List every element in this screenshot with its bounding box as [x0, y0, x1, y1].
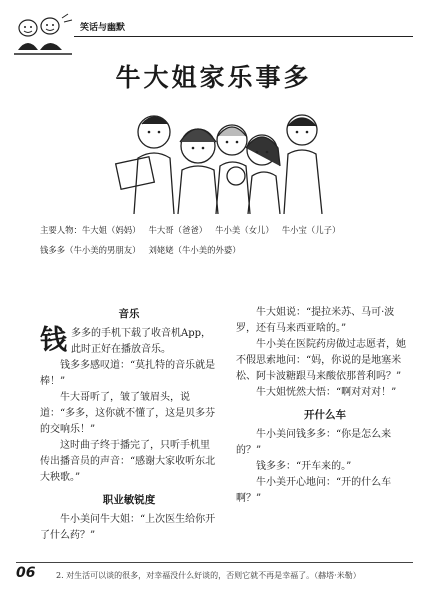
- character-item: 钱多多（牛小美的男朋友）: [40, 245, 141, 255]
- family-cartoon-illustration: [112, 96, 330, 214]
- paragraph: 牛小美问钱多多：“你是怎么来的？”: [236, 429, 392, 456]
- character-item: 牛大哥（爸爸）: [148, 225, 208, 235]
- section-heading-music: 音乐: [118, 308, 140, 320]
- paragraph: 这时曲子终于播完了，只听手机里传出播音员的声音：“感谢大家收听东北大秧歌。”: [40, 440, 216, 483]
- paragraph: 牛大姐恍然大悟：“啊对对对！”: [256, 387, 397, 398]
- footer-quote: 2. 对生活可以谈的很多，对幸福没什么好谈的，否则它就不再是幸福了。（赫塔·米勒）: [56, 571, 361, 580]
- column-tag: 笑话与幽默: [80, 23, 126, 33]
- left-column: [40, 305, 218, 544]
- character-item: 牛小宝（儿子）: [281, 225, 341, 235]
- paragraph: 牛小美在医院药房做过志愿者，她不假思索地问：“妈，你说的是地塞米松、阿卡波糖跟马来酸依那普利吗？”: [236, 339, 406, 382]
- paragraph: 钱多多感叹道：“莫扎特的音乐就是棒！”: [40, 360, 216, 387]
- footer-divider: [16, 562, 413, 563]
- right-column: [236, 305, 414, 507]
- character-item: 牛小美（女儿）: [215, 225, 274, 235]
- article-title: 牛大姐家乐事多: [115, 63, 312, 92]
- section-heading-job: 职业敏锐度: [102, 494, 156, 506]
- paragraph-text: 多多的手机下载了收音机App，此时正好在播放音乐。: [71, 328, 212, 355]
- paragraph: 牛小美问牛大姐：“上次医生给你开了什么药？”: [40, 514, 216, 541]
- paragraph: [40, 326, 218, 358]
- drop-cap: 钱: [40, 325, 67, 356]
- paragraph: 牛小美开心地问：“开的什么车啊？”: [236, 477, 392, 504]
- section-heading-car: 开什么车: [304, 409, 346, 421]
- character-list: [40, 220, 412, 260]
- character-item: 主要人物：牛大姐（妈妈）: [40, 225, 141, 235]
- page-number: 06: [16, 565, 36, 581]
- paragraph: 钱多多：“开车来的。”: [256, 461, 352, 472]
- paragraph: 牛大哥听了，皱了皱眉头，说道：“多多，这你就不懂了，这是贝多芬的交响乐！”: [40, 392, 216, 435]
- header-cartoon-icon: [12, 10, 74, 60]
- character-item: 刘姥姥（牛小美的外婆）: [148, 245, 241, 255]
- header-divider: [74, 36, 413, 37]
- paragraph: 牛大姐说：“提拉米苏、马可·波罗，还有马来西亚啥的。”: [236, 307, 395, 334]
